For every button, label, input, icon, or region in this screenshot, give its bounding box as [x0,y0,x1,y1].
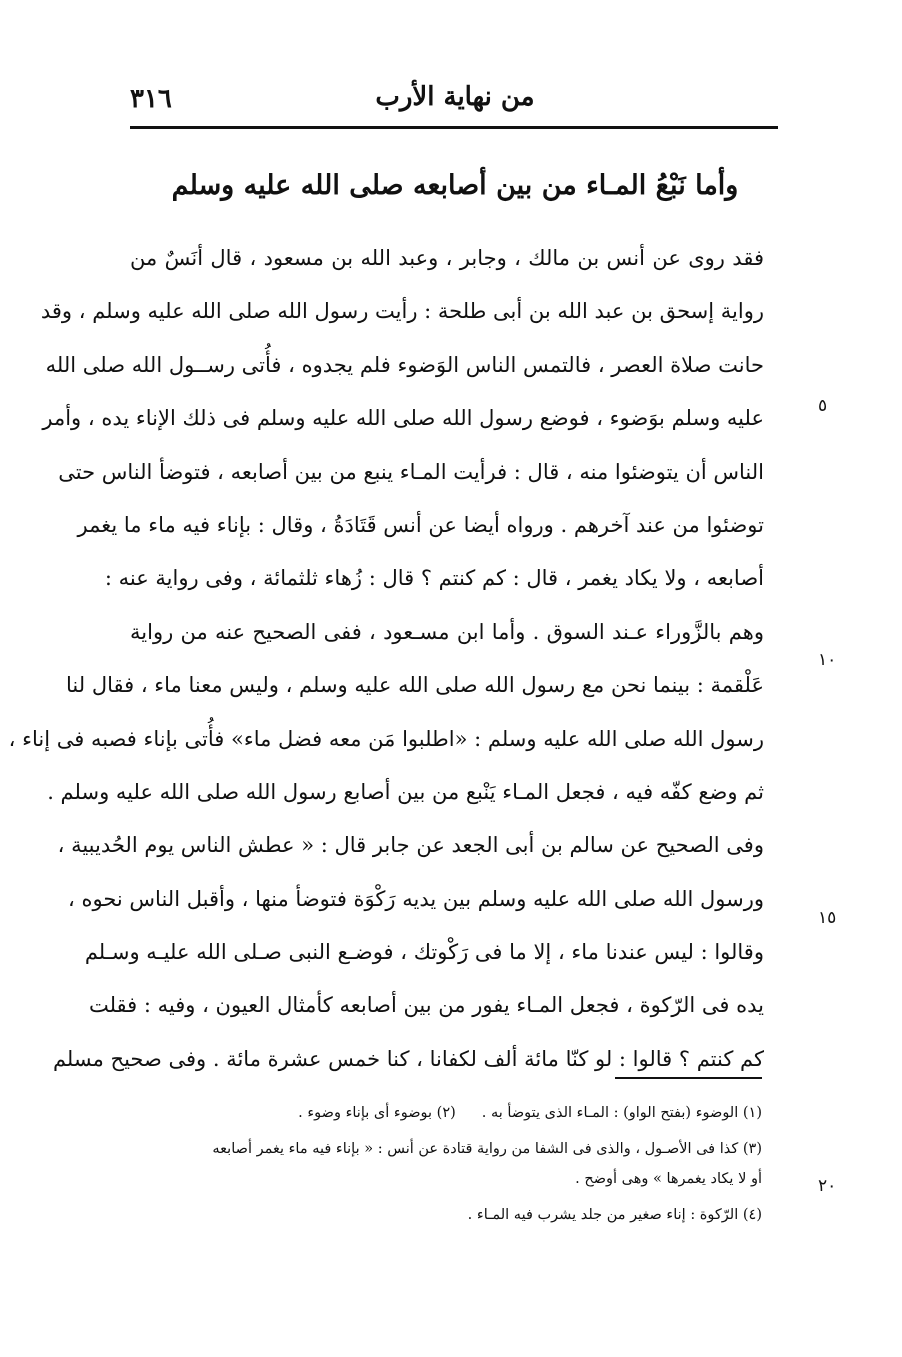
text-line: الناس أن يتوضئوا منه ، قال : فرأيت المـاء ينبع من بين أصابعه ، فتوضأ الناس حتى [58,459,764,484]
text-line: أصابعه ، ولا يكاد يغمر ، قال : كم كنتم ؟ قال : زُهاء ثلثمائة ، وفى رواية عنه : [104,566,764,591]
footnote-3-continuation: أو لا يكاد يغمرها » وهى أوضح . [575,1171,762,1187]
line-number: ٢٠ [818,1176,837,1196]
section-heading: وأما نَبْعُ المـاء من بين أصابعه صلى الله عليه وسلم [171,170,739,201]
text-line: فقد روى عن أنس بن مالك ، وجابر ، وعبد الله بن مسعود ، قال أنَسٌ من [130,246,764,270]
running-title: من نهاية الأرب [375,82,535,112]
line-number: ٥ [818,396,828,416]
text-line: عَلْقمة : بينما نحن مع رسول الله صلى الله عليه وسلم ، وليس معنا ماء ، فقال لنا [66,673,764,698]
text-line: ثم وضع كفّه فيه ، فجعل المـاء يَنْبع من بين أصابع رسول الله صلى الله عليه وسلم . [47,779,764,804]
line-number: ١٥ [818,908,837,928]
text-line: رسول الله صلى الله عليه وسلم : «اطلبوا مَن معه فضل ماء» فأُتى بإناء فصبه فى إناء ، [8,726,764,751]
text-line: توضئوا من عند آخرهم . ورواه أيضا عن أنس قَتَادَةُ ، وقال : بإناء فيه ماء ما يغمر [77,512,764,537]
line-number: ١٠ [818,650,837,670]
footnote-rule [615,1077,762,1079]
text-line: وقالوا : ليس عندنا ماء ، إلا ما فى رَكْوتك ، فوضـع النبى صـلى الله عليـه وسـلم [84,940,764,965]
text-line: ورسول الله صلى الله عليه وسلم بين يديه رَكْوَة فتوضأ منها ، وأقبل الناس نحوه ، [68,886,764,911]
text-line: حانت صلاة العصر ، فالتمس الناس الوَضوء فلم يجدوه ، فأُتى رســول الله صلى الله [45,352,764,377]
footnotes [130,1098,762,1230]
footnote-3: (٣) كذا فى الأصـول ، والذى فى الشفا من رواية قتادة عن أنس : « بإناء فيه ماء يغمر أصابعه [212,1141,762,1157]
footnote-1: (١) الوضوء (بفتح الواو) : المـاء الذى يتوضأ به . [481,1105,762,1121]
text-line: كم كنتم ؟ قالوا : لو كنّا مائة ألف لكفانا ، كنا خمس عشرة مائة . وفى صحيح مسلم [52,1046,764,1071]
body-text [8,232,764,1086]
text-line: عليه وسلم بوَضوء ، فوضع رسول الله صلى الله عليه وسلم فى ذلك الإناء يده ، وأمر [42,406,764,431]
footnote-row [130,1098,762,1128]
page-header [130,78,780,126]
text-line: رواية إسحق بن عبد الله بن أبى طلحة : رأيت رسول الله صلى الله عليه وسلم ، وقد [40,299,764,324]
page-number: ٣١٦ [130,84,172,114]
text-line: وهم بالزَّوراء عـند السوق . وأما ابن مسـعود ، ففى الصحيح عنه من رواية [130,619,764,644]
text-line: يده فى الرّكوة ، فجعل المـاء يفور من بين أصابعه كأمثال العيون ، وفيه : فقلت [88,993,764,1018]
footnote-4: (٤) الرّكوة : إناء صغير من جلد يشرب فيه المـاء . [467,1207,762,1223]
text-line: وفى الصحيح عن سالم بن أبى الجعد عن جابر قال : « عطش الناس يوم الحُديبية ، [57,833,764,858]
footnote-2: (٢) بوضوء أى بإناء وضوء . [298,1105,456,1121]
header-rule [130,126,778,129]
